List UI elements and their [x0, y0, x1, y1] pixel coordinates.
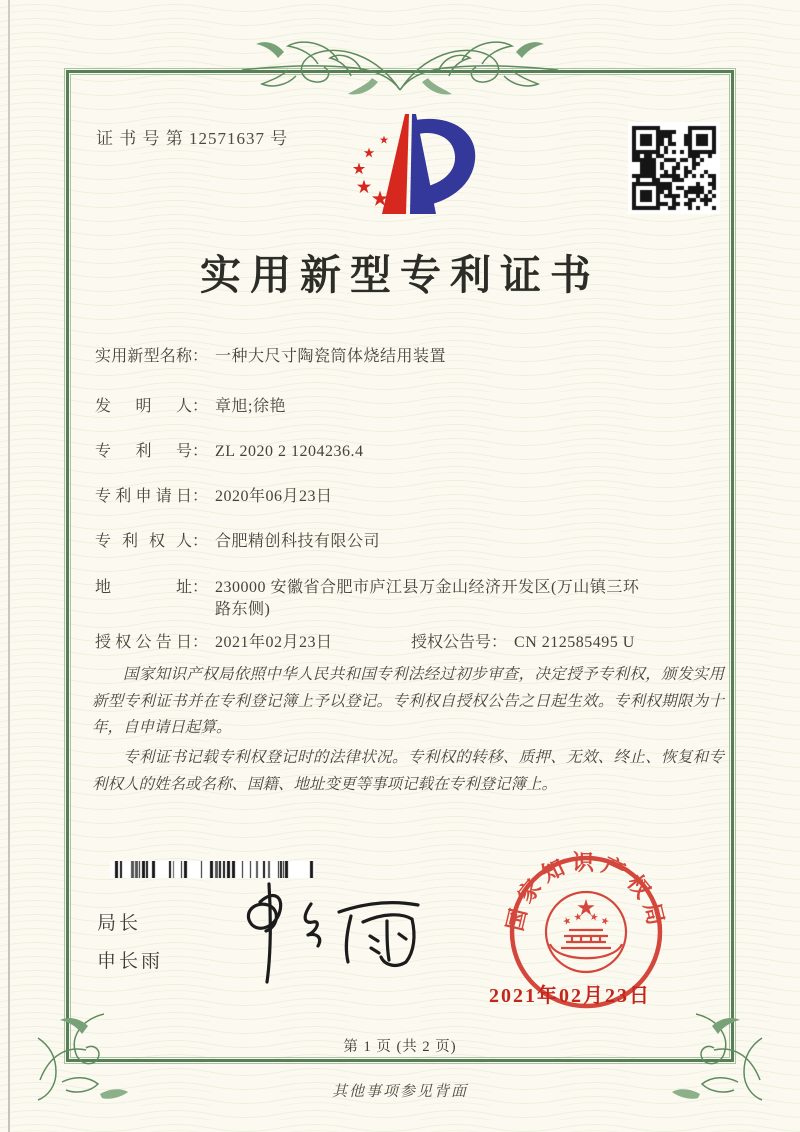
field-value: 2020年06月23日	[215, 488, 333, 505]
field-filing-date	[95, 486, 723, 508]
certificate-number: 证 书 号 第 12571637 号	[96, 129, 289, 148]
scan-edge-artifact	[8, 0, 10, 1132]
field-label: 专利权人	[95, 533, 192, 550]
field-utility-model-name	[95, 346, 723, 368]
colon: ：	[491, 634, 508, 651]
colon: ：	[192, 398, 209, 415]
field-label: 专利号	[95, 443, 192, 460]
field-value: CN 212585495 U	[514, 634, 635, 651]
legal-text	[92, 662, 724, 801]
commissioner-name: 申长雨	[97, 951, 164, 972]
field-patentee	[95, 531, 723, 553]
field-inventor	[95, 396, 723, 418]
field-grant-date-and-number	[95, 632, 723, 654]
legal-paragraph-2: 专利证书记载专利权登记时的法律状况。专利权的转移、质押、无效、终止、恢复和专利权人的姓名或名称、国籍、地址变更等事项记载在专利登记簿上。	[92, 748, 724, 793]
legal-paragraph-1: 国家知识产权局依照中华人民共和国专利法经过初步审查，决定授予专利权，颁发实用新型专利证书并在专利登记簿上予以登记。专利权自授权公告之日起生效。专利权期限为十年，自申请日起算。	[92, 666, 724, 737]
qr-code	[628, 122, 720, 214]
colon: ：	[192, 488, 209, 505]
seal-ring-text: 国家知识产权局	[502, 850, 670, 934]
director-signature	[222, 876, 427, 991]
seal-date: 2021年02月23日	[489, 985, 651, 1007]
certificate-title: 实用新型专利证书	[200, 252, 600, 298]
colon: ：	[192, 348, 209, 365]
top-border-ornament-icon	[238, 30, 562, 106]
field-label: 专利申请日	[95, 488, 192, 505]
field-patent-number	[95, 441, 723, 463]
field-value: 2021年02月23日	[215, 634, 333, 651]
page-number: 第 1 页 (共 2 页)	[343, 1039, 457, 1055]
colon: ：	[192, 634, 209, 651]
field-label: 地址	[95, 579, 192, 596]
field-value: 230000 安徽省合肥市庐江县万金山经济开发区(万山镇三环路东侧)	[215, 579, 640, 618]
field-value: 章旭;徐艳	[215, 398, 286, 415]
colon: ：	[192, 533, 209, 550]
field-label: 授权公告日	[95, 634, 192, 651]
cnipa-logo-icon	[332, 110, 482, 220]
colon: ：	[192, 579, 209, 596]
field-label: 发明人	[95, 398, 192, 415]
colon: ：	[192, 443, 209, 460]
national-emblem-icon	[546, 892, 626, 972]
field-value: 合肥精创科技有限公司	[215, 533, 381, 550]
footer-note: 其他事项参见背面	[331, 1084, 468, 1100]
field-label: 授权公告号	[411, 634, 492, 651]
commissioner-title: 局长	[97, 913, 142, 934]
field-value: ZL 2020 2 1204236.4	[215, 443, 364, 460]
field-value: 一种大尺寸陶瓷筒体烧结用装置	[215, 348, 447, 365]
field-label: 实用新型名称	[95, 348, 192, 365]
field-address	[95, 577, 723, 620]
